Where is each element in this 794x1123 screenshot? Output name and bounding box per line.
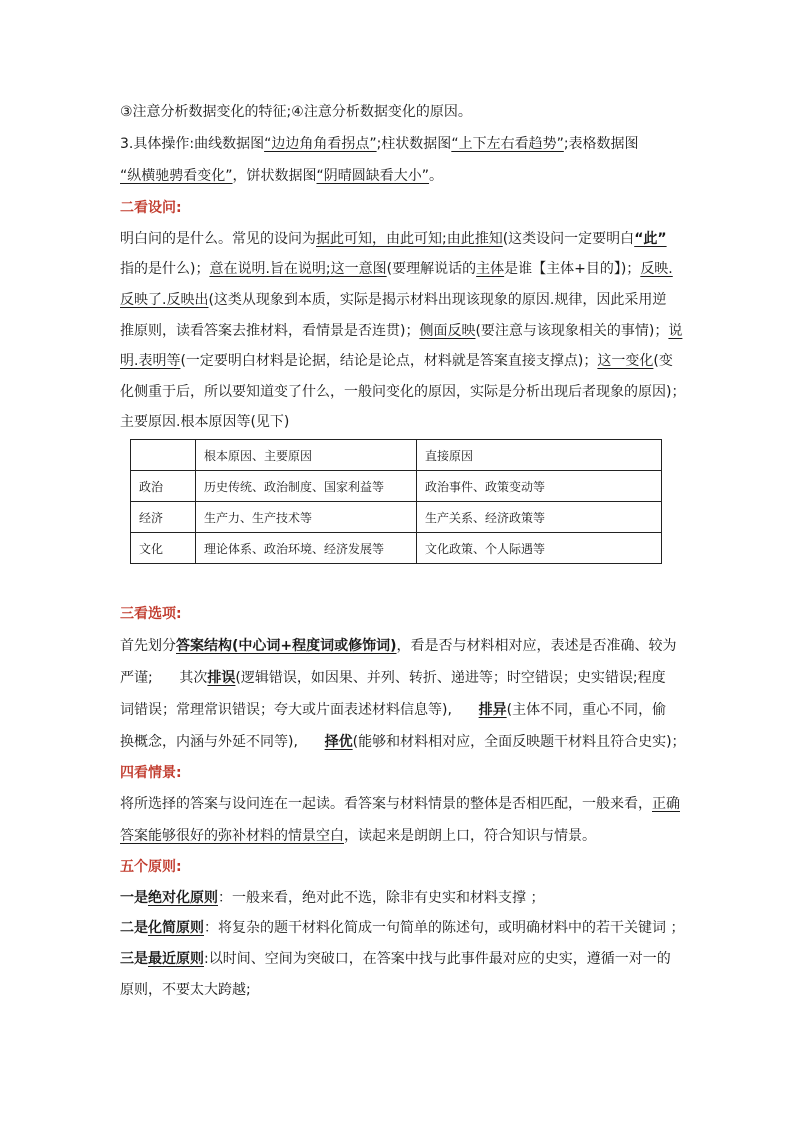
question-para-line-6: 化侧重于后，所以要知道变了什么，一般问变化的原因，实际是分析出现后者现象的原因)；: [120, 384, 686, 400]
question-para-line-7: 主要原因.根本原因等(见下): [120, 414, 290, 430]
table-header-row: [131, 440, 662, 471]
table-cell: 文化: [131, 533, 196, 564]
options-para-line-1: 首先划分答案结构(中心词+程度词或修饰词)，看是否与材料相对应，表述是否准确、较为: [120, 638, 677, 654]
principle-1: 一是绝对化原则：一般来看，绝对此不选，除非有史实和材料支撑 ；: [120, 890, 545, 906]
operations-line-1: 3.具体操作:曲线数据图“边边角角看拐点”;柱状数据图“上下左右看趋势”;表格数据图: [120, 136, 639, 152]
options-para-line-2: 严谨; 其次排误(逻辑错误，如因果、并列、转折、递进等；时空错误；史实错误;程度: [120, 670, 666, 686]
options-para-line-3: 词错误；常理常识错误；夸大或片面表述材料信息等), 排异(主体不同，重心不同，偷: [120, 702, 667, 718]
question-para-line-2: 指的是什么)；意在说明.旨在说明;这一意图(要理解说话的主体是谁【主体+目的】)；反映.: [120, 261, 673, 277]
table-header-cell: 直接原因: [417, 440, 662, 471]
question-para-line-5: 明.表明等(一定要明白材料是论据，结论是论点，材料就是答案直接支撑点)；这一变化(变: [120, 353, 673, 369]
principle-2: 二是化简原则：将复杂的题干材料化简成一句简单的陈述句，或明确材料中的若干关键词 ；: [120, 920, 685, 936]
principle-3-cont: 原则，不要太大跨越;: [120, 982, 251, 998]
table-cell: 经济: [131, 502, 196, 533]
options-para-line-4: 换概念，内涵与外延不同等), 择优(能够和材料相对应，全面反映题干材料且符合史实)；: [120, 734, 686, 750]
question-para-line-4: 推原则，读看答案去推材料，看情景是否连贯)；侧面反映(要注意与该现象相关的事情)；说: [120, 323, 683, 339]
table-cell: 政治: [131, 471, 196, 502]
context-para-line-2: 答案能够很好的弥补材料的情景空白，读起来是朗朗上口，符合知识与情景。: [120, 828, 596, 844]
table-cell: 政治事件、政策变动等: [417, 471, 662, 502]
section-title-principles: 五个原则:: [120, 859, 182, 875]
operations-line-2: “纵横驰骋看变化”，饼状数据图“阴晴圆缺看大小”。: [120, 168, 444, 184]
table-cell: 文化政策、个人际遇等: [417, 533, 662, 564]
section-title-context: 四看情景:: [120, 765, 182, 781]
table-row: [131, 471, 662, 502]
table-cell: 生产力、生产技术等: [196, 502, 417, 533]
section-title-options: 三看选项:: [120, 606, 182, 622]
cause-table: [130, 439, 662, 564]
section-title-question: 二看设问:: [120, 200, 182, 216]
context-para-line-1: 将所选择的答案与设问连在一起读。看答案与材料情景的整体是否相匹配，一般来看，正确: [120, 796, 680, 812]
table-cell: 理论体系、政治环境、经济发展等: [196, 533, 417, 564]
table-cell: 历史传统、政治制度、国家利益等: [196, 471, 417, 502]
table-cell: 生产关系、经济政策等: [417, 502, 662, 533]
table-row: [131, 533, 662, 564]
table-header-cell: [131, 440, 196, 471]
principle-3: 三是最近原则:以时间、空间为突破口，在答案中找与此事件最对应的史实，遵循一对一的: [120, 951, 671, 967]
question-para-line-3: 反映了.反映出(这类从现象到本质，实际是揭示材料出现该现象的原因.规律，因此采用逆: [120, 292, 667, 308]
analysis-points-line: ③注意分析数据变化的特征;④注意分析数据变化的原因。: [120, 104, 472, 120]
question-para-line-1: 明白问的是什么。常见的设问为据此可知，由此可知;由此推知(这类设问一定要明白“此”: [120, 231, 667, 247]
table-row: [131, 502, 662, 533]
table-header-cell: 根本原因、主要原因: [196, 440, 417, 471]
